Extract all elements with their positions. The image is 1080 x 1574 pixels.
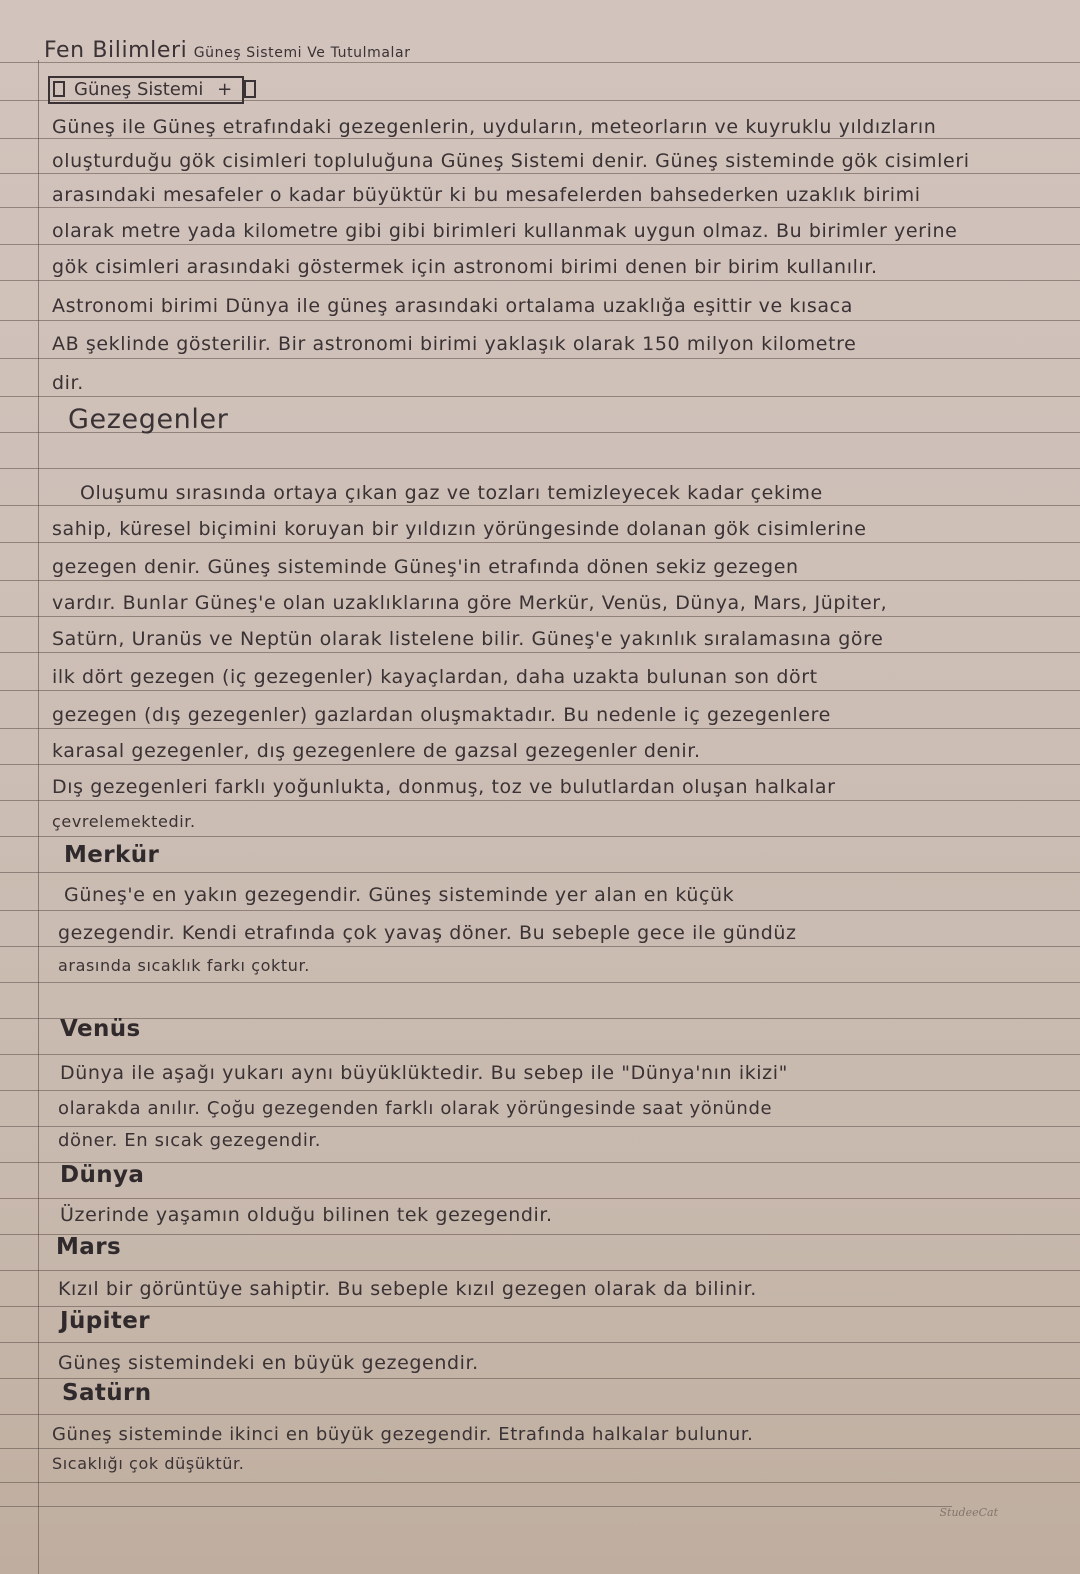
planet-line: Dünya ile aşağı yukarı aynı büyüklüktedir. Bu sebep ile "Dünya'nın ikizi" [60,1062,788,1084]
ruled-line [0,1306,1080,1307]
ruled-line [0,728,1080,729]
ruled-line [0,207,1080,208]
intro-line: oluşturduğu gök cisimleri topluluğuna Güneş Sistemi denir. Güneş sisteminde gök cisimleri [52,150,970,172]
ruled-line [0,1482,1080,1483]
planet-line: Üzerinde yaşamın olduğu bilinen tek gezegendir. [60,1204,553,1226]
gezegenler-line: Oluşumu sırasında ortaya çıkan gaz ve tozları temizleyecek kadar çekime [80,482,823,504]
ruled-line [0,1378,1080,1379]
ruled-line [0,872,1080,873]
topic-title: Güneş Sistemi Ve Tutulmalar [193,45,411,61]
planet-line: Güneş sistemindeki en büyük gezegendir. [58,1352,479,1374]
page-header [44,38,1040,63]
ruled-line [0,505,1080,506]
ruled-line [0,1126,1080,1127]
ruled-line [0,982,1080,983]
ruled-line [0,1054,1080,1055]
flag-icon [53,81,65,97]
ruled-line [0,1414,1080,1415]
gezegenler-line: Dış gezegenleri farklı yoğunlukta, donmuş, toz ve bulutlardan oluşan halkalar [52,776,836,798]
ruled-line [0,542,1080,543]
ruled-line [0,320,1080,321]
ruled-line [0,800,1080,801]
planet-line: Kızıl bir görüntüye sahiptir. Bu sebeple kızıl gezegen olarak da bilinir. [58,1278,757,1300]
margin-line [38,60,39,1574]
planet-heading-mars: Mars [56,1234,122,1260]
ruled-line [0,1270,1080,1271]
ruled-line [0,580,1080,581]
planet-line: döner. En sıcak gezegendir. [58,1130,322,1151]
ruled-line [0,280,1080,281]
planet-heading-merkur: Merkür [64,842,160,868]
gezegenler-line: gezegen (dış gezegenler) gazlardan oluşmaktadır. Bu nedenle iç gezegenlere [52,704,831,726]
ruled-line [0,946,1080,947]
ruled-line [0,1506,952,1507]
planet-heading-saturn: Satürn [62,1380,152,1406]
gezegenler-line: ilk dört gezegen (iç gezegenler) kayaçlardan, daha uzakta bulunan son dört [52,666,818,688]
gezegenler-line: karasal gezegenler, dış gezegenlere de gazsal gezegenler denir. [52,740,701,762]
planet-line: Güneş sisteminde ikinci en büyük gezegendir. Etrafında halkalar bulunur. [52,1424,754,1445]
ruled-line [0,138,1080,139]
intro-line: arasındaki mesafeler o kadar büyüktür ki bu mesafelerden bahsederken uzaklık birimi [52,184,921,206]
ruled-line [0,836,1080,837]
ruled-line [0,1448,1080,1449]
ruled-line [0,244,1080,245]
ruled-line [0,173,1080,174]
ruled-line [0,358,1080,359]
section-title-box [48,76,244,104]
ruled-line [0,396,1080,397]
gezegenler-line: gezegen denir. Güneş sisteminde Güneş'in etrafında dönen sekiz gezegen [52,556,799,578]
intro-line: olarak metre yada kilometre gibi gibi birimleri kullanmak uygun olmaz. Bu birimler yerine [52,220,958,242]
gezegenler-line: Satürn, Uranüs ve Neptün olarak listelene bilir. Güneş'e yakınlık sıralamasına göre [52,628,884,650]
planet-heading-venus: Venüs [60,1016,141,1042]
ruled-line [0,690,1080,691]
plus-icon: + [217,79,233,100]
ruled-line [0,468,1080,469]
subject-title: Fen Bilimleri [44,38,188,63]
intro-line: gök cisimleri arasındaki göstermek için astronomi birimi denen bir birim kullanılır. [52,256,878,278]
intro-line: AB şeklinde gösterilir. Bir astronomi birimi yaklaşık olarak 150 milyon kilometre [52,333,857,355]
ruled-line [0,764,1080,765]
gezegenler-line: çevrelemektedir. [52,812,196,831]
intro-line: Astronomi birimi Dünya ile güneş arasındaki ortalama uzaklığa eşittir ve kısaca [52,295,853,317]
gezegenler-line: sahip, küresel biçimini koruyan bir yıldızın yörüngesinde dolanan gök cisimlerine [52,518,867,540]
flag-icon [244,80,256,98]
gezegenler-heading: Gezegenler [68,404,229,435]
intro-line: Güneş ile Güneş etrafındaki gezegenlerin, uyduların, meteorların ve kuyruklu yıldızların [52,116,937,138]
planet-line: Sıcaklığı çok düşüktür. [52,1454,245,1473]
ruled-line [0,616,1080,617]
section-title: Güneş Sistemi [74,79,204,100]
planet-line: Güneş'e en yakın gezegendir. Güneş sisteminde yer alan en küçük [64,884,735,906]
ruled-line [0,1090,1080,1091]
planet-line: olarakda anılır. Çoğu gezegenden farklı olarak yörüngesinde saat yönünde [58,1098,773,1119]
gezegenler-line: vardır. Bunlar Güneş'e olan uzaklıklarına göre Merkür, Venüs, Dünya, Mars, Jüpiter, [52,592,888,614]
planet-heading-jupiter: Jüpiter [60,1308,151,1334]
planet-line: arasında sıcaklık farkı çoktur. [58,956,310,975]
ruled-line [0,1198,1080,1199]
ruled-line [0,1342,1080,1343]
planet-heading-dunya: Dünya [60,1162,145,1188]
ruled-line [0,652,1080,653]
watermark: StudeeCat [939,1506,998,1519]
ruled-line [0,910,1080,911]
intro-line: dir. [52,372,84,394]
planet-line: gezegendir. Kendi etrafında çok yavaş döner. Bu sebeple gece ile gündüz [58,922,797,944]
